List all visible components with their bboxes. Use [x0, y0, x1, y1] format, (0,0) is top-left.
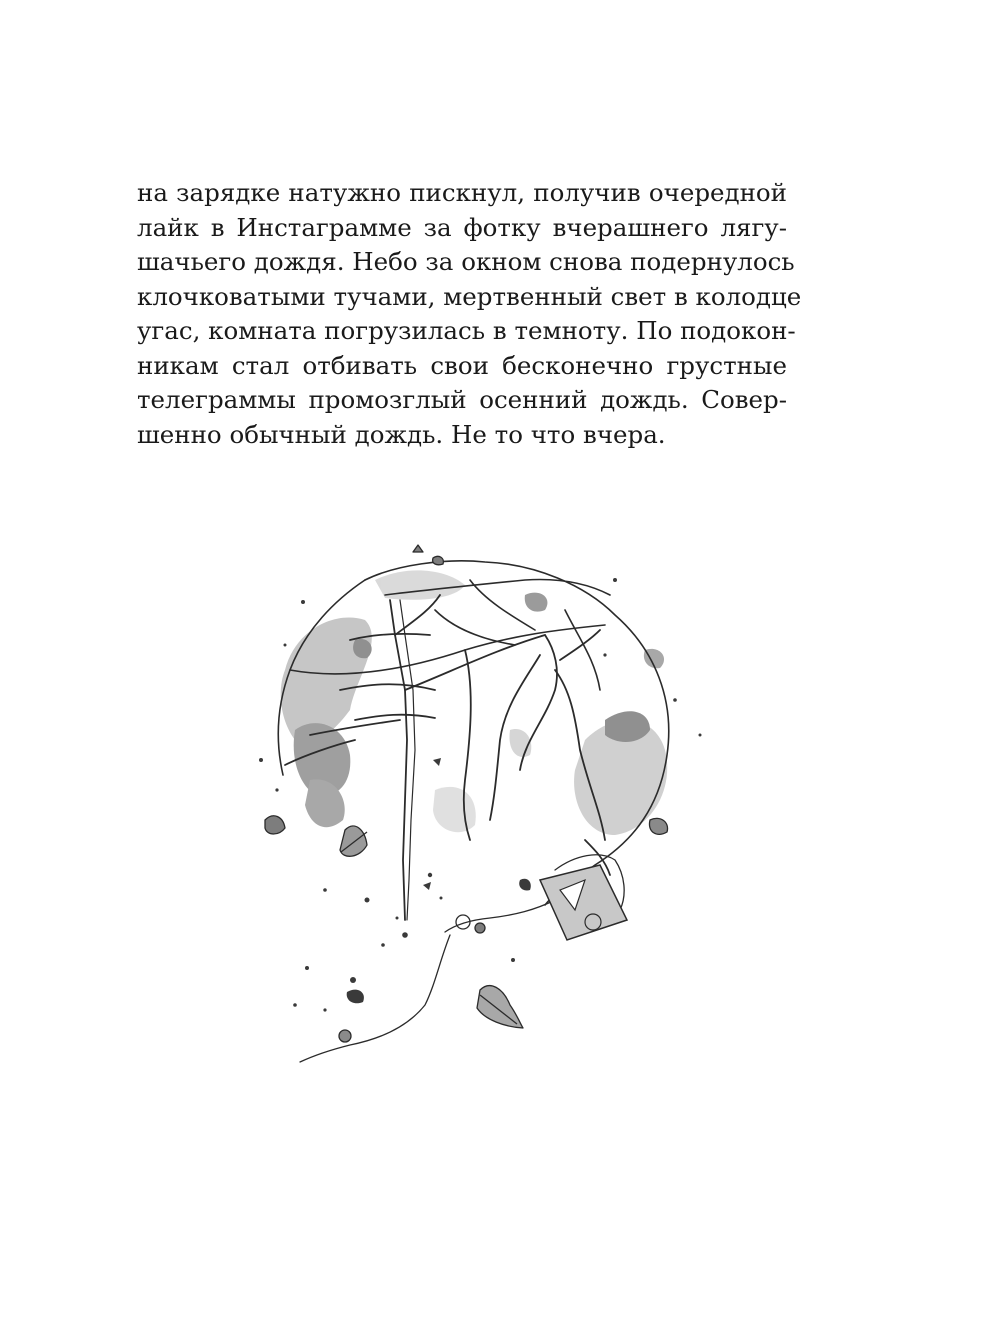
- body-paragraph: [137, 176, 802, 452]
- text-line: угас, комната погрузилась в темноту. По подокон-: [137, 316, 796, 345]
- ink-illustration: [255, 540, 735, 1080]
- text-line: клочковатыми тучами, мертвенный свет в колодце: [137, 281, 802, 311]
- text-line: шенно обычный дождь. Не то что вчера.: [137, 419, 666, 449]
- text-line: на зарядке натужно пискнул, получив очередной: [137, 178, 787, 207]
- text-line: никам стал отбивать свои бесконечно грустные: [137, 350, 787, 380]
- text-line: шачьего дождя. Небо за окном снова подернулось: [137, 247, 795, 276]
- text-line: телеграммы промозглый осенний дождь. Совер-: [137, 385, 787, 414]
- hanging-card: [540, 865, 627, 940]
- text-line: лайк в Инстаграмме за фотку вчерашнего лягу-: [137, 212, 787, 242]
